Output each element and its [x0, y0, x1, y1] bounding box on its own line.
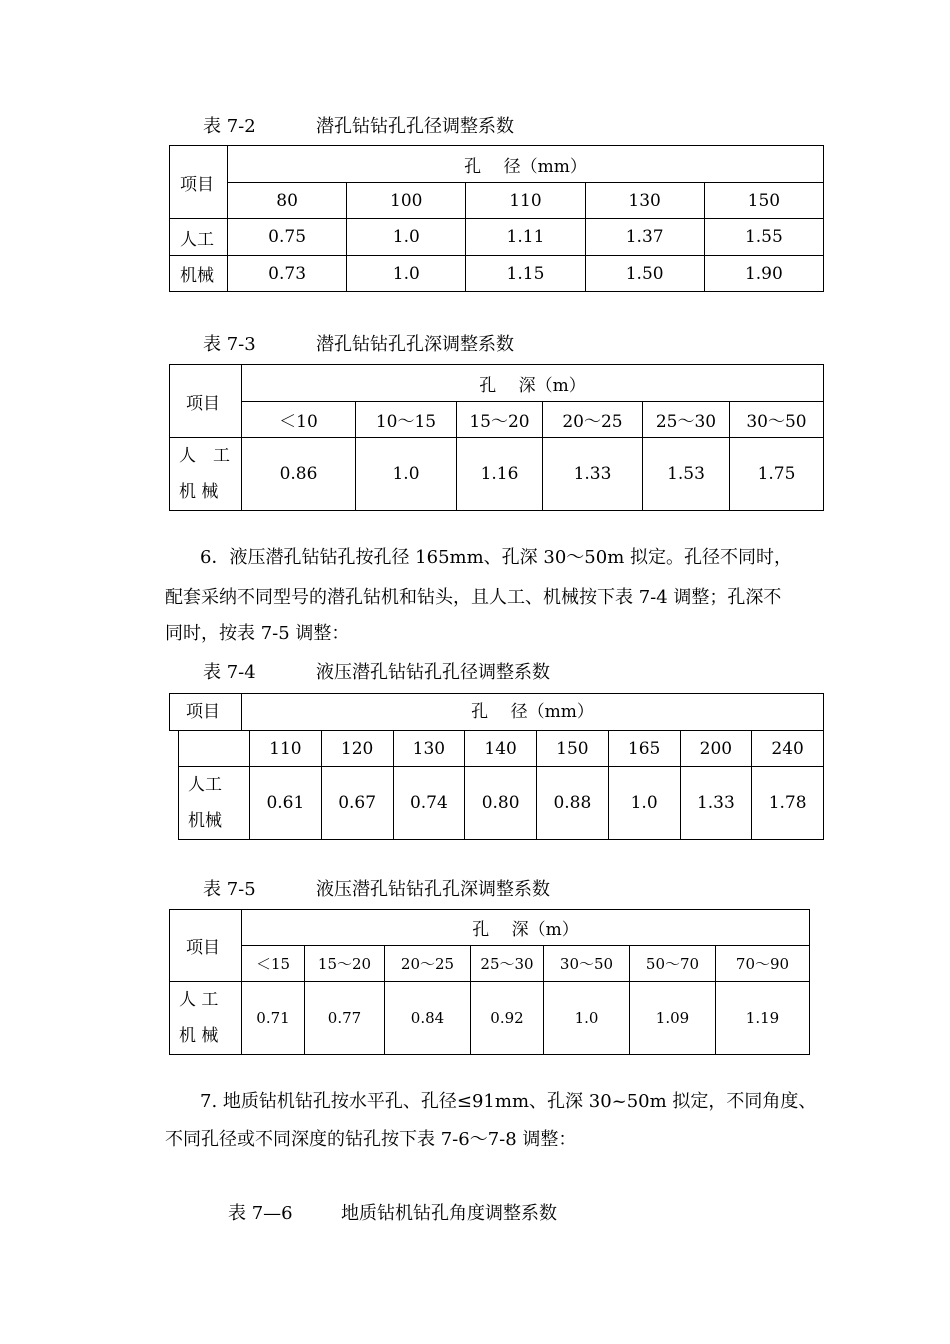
paragraph-6-line-2: 配套采纳不同型号的潜孔钻机和钻头，且人工、机械按下表 7-4 调整；孔深不	[165, 587, 782, 608]
table-cell: 0.80	[465, 767, 537, 840]
table-cell: 1.0	[544, 982, 630, 1055]
item-header: 项目	[170, 694, 242, 731]
group-header: 孔 径（mm）	[228, 146, 824, 183]
table-number: 表 7—6	[228, 1203, 293, 1224]
table-7-3	[169, 364, 824, 511]
column-header: 140	[465, 731, 537, 767]
group-header: 孔 深（m）	[242, 910, 810, 946]
group-header: 孔 深（m）	[242, 365, 824, 402]
table-number: 表 7-3	[203, 334, 256, 355]
table-cell: 0.67	[321, 767, 393, 840]
table-7-4-header	[169, 693, 824, 731]
table-cell: 1.0	[347, 219, 466, 256]
table-7-5	[169, 909, 810, 1055]
group-header: 孔 径（mm）	[242, 694, 824, 731]
table-cell: 1.37	[585, 219, 704, 256]
column-header: 110	[466, 183, 585, 219]
column-header: 20～25	[543, 402, 643, 438]
table-cell: 0.92	[471, 982, 544, 1055]
column-header: 150	[537, 731, 609, 767]
row-label: 人工	[170, 219, 228, 256]
table-row	[179, 731, 824, 767]
table-cell: 1.15	[466, 256, 585, 292]
paragraph-6-line-3: 同时，按表 7-5 调整：	[165, 623, 350, 644]
table-cell: 0.74	[393, 767, 465, 840]
table-7-4	[178, 730, 824, 840]
table-cell: 1.90	[704, 256, 823, 292]
column-header: 15～20	[457, 402, 543, 438]
column-header: 130	[393, 731, 465, 767]
column-header: 20～25	[385, 946, 471, 982]
paragraph-7-line-1: 7. 地质钻机钻孔按水平孔、孔径≤91mm、孔深 30~50m 拟定，不同角度、	[200, 1091, 817, 1112]
table-number: 表 7-2	[203, 116, 256, 137]
table-row	[170, 946, 810, 982]
column-header: ＜10	[242, 402, 356, 438]
item-header: 项目	[170, 365, 242, 438]
table-row	[170, 256, 824, 292]
table-title: 液压潜孔钻钻孔孔深调整系数	[316, 879, 550, 900]
table-cell: 1.0	[608, 767, 680, 840]
table-cell: 1.11	[466, 219, 585, 256]
table-number: 表 7-4	[203, 662, 256, 683]
table-cell: 0.71	[242, 982, 305, 1055]
table-cell: 0.73	[228, 256, 347, 292]
table-cell: 0.86	[242, 438, 356, 511]
paragraph-6-line-1: 6．液压潜孔钻钻孔按孔径 165mm、孔深 30～50m 拟定。孔径不同时，	[200, 547, 792, 568]
table-cell: 1.19	[716, 982, 810, 1055]
table-cell: 1.0	[356, 438, 457, 511]
row-label-line: 人工	[188, 775, 222, 795]
table-row	[179, 767, 824, 840]
column-header: 10～15	[356, 402, 457, 438]
column-header: ＜15	[242, 946, 305, 982]
table-cell: 1.16	[457, 438, 543, 511]
table-title: 地质钻机钻孔角度调整系数	[341, 1203, 557, 1224]
item-header: 项目	[170, 146, 228, 219]
table-cell: 1.75	[730, 438, 824, 511]
table-number: 表 7-5	[203, 879, 256, 900]
paragraph-7-line-2: 不同孔径或不同深度的钻孔按下表 7-6～7-8 调整：	[165, 1129, 577, 1150]
column-header: 100	[347, 183, 466, 219]
row-label	[170, 982, 242, 1055]
table-cell: 1.78	[752, 767, 824, 840]
table-cell: 1.53	[643, 438, 730, 511]
table-row	[170, 982, 810, 1055]
row-label-line: 机械	[188, 811, 222, 831]
table-cell: 0.84	[385, 982, 471, 1055]
column-header: 200	[680, 731, 752, 767]
table-cell: 1.09	[630, 982, 716, 1055]
column-header: 130	[585, 183, 704, 219]
table-row	[170, 219, 824, 256]
column-header: 120	[321, 731, 393, 767]
column-header: 25～30	[471, 946, 544, 982]
row-label-line: 人 工	[179, 446, 230, 466]
table-cell: 0.75	[228, 219, 347, 256]
column-header: 110	[250, 731, 322, 767]
table-cell: 1.33	[543, 438, 643, 511]
column-header: 15～20	[305, 946, 385, 982]
column-header: 150	[704, 183, 823, 219]
table-cell: 1.55	[704, 219, 823, 256]
table-cell: 1.0	[347, 256, 466, 292]
table-row	[170, 438, 824, 511]
item-header: 项目	[170, 910, 242, 982]
table-row	[170, 183, 824, 219]
column-header: 30～50	[730, 402, 824, 438]
row-label	[170, 438, 242, 511]
row-label-line: 人 工	[179, 990, 219, 1010]
column-header: 30～50	[544, 946, 630, 982]
column-header: 50～70	[630, 946, 716, 982]
table-row	[170, 402, 824, 438]
empty-cell	[179, 731, 250, 767]
table-title: 潜孔钻钻孔孔深调整系数	[316, 334, 514, 355]
row-label-line: 机 械	[179, 482, 219, 502]
table-7-2	[169, 145, 824, 292]
table-title: 潜孔钻钻孔孔径调整系数	[316, 116, 514, 137]
table-title: 液压潜孔钻钻孔孔径调整系数	[316, 662, 550, 683]
table-cell: 1.50	[585, 256, 704, 292]
row-label: 机械	[170, 256, 228, 292]
table-cell: 0.77	[305, 982, 385, 1055]
column-header: 240	[752, 731, 824, 767]
row-label	[179, 767, 250, 840]
column-header: 80	[228, 183, 347, 219]
row-label-line: 机 械	[179, 1026, 219, 1046]
table-cell: 1.33	[680, 767, 752, 840]
column-header: 165	[608, 731, 680, 767]
column-header: 25～30	[643, 402, 730, 438]
table-cell: 0.88	[537, 767, 609, 840]
table-cell: 0.61	[250, 767, 322, 840]
column-header: 70～90	[716, 946, 810, 982]
